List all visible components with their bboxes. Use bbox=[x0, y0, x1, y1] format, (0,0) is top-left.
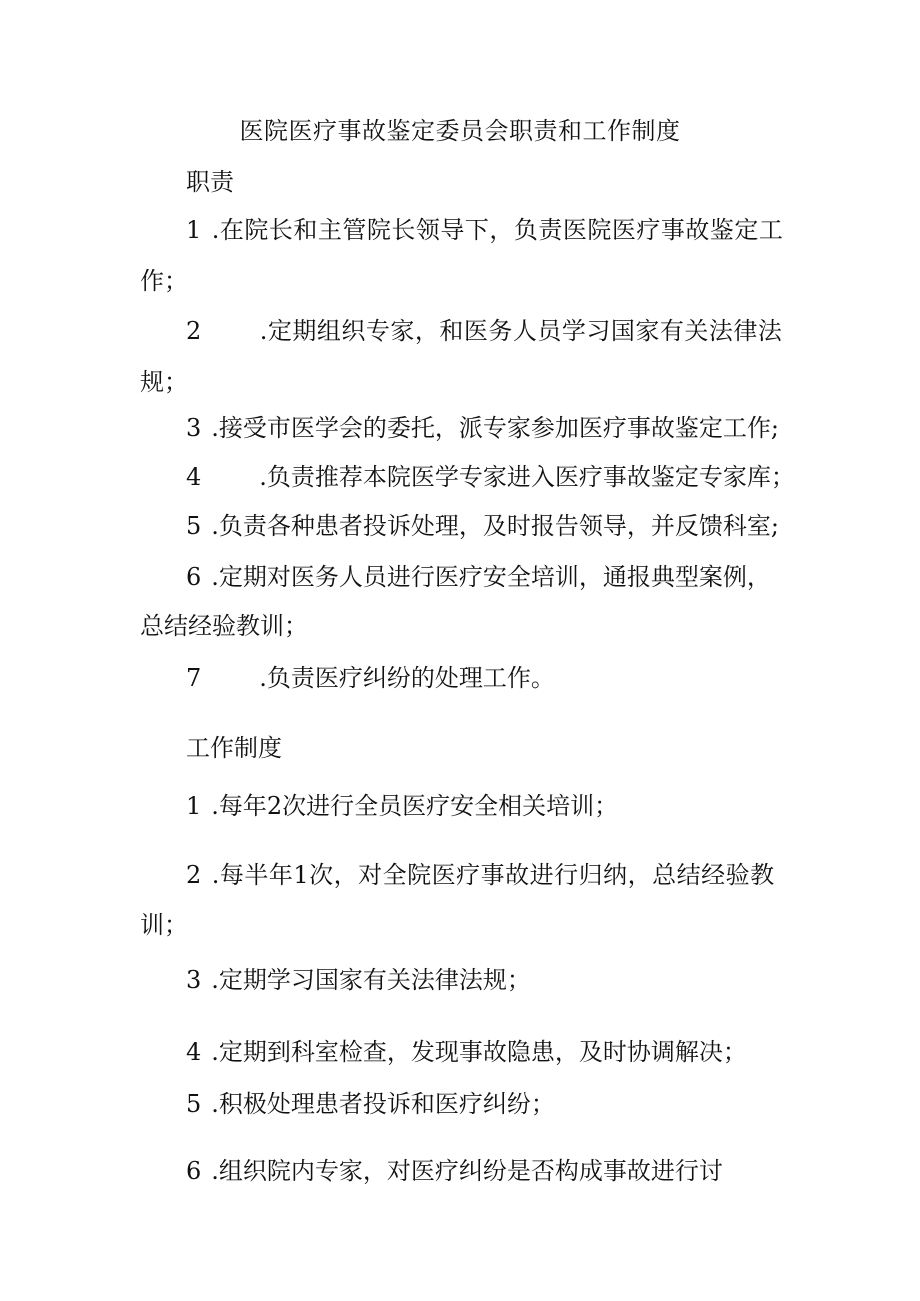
rule-item-number: 2 bbox=[186, 861, 202, 889]
duty-item-number: 7 bbox=[186, 664, 202, 692]
duty-item-text: .负责医疗纠纷的处理工作。 bbox=[259, 664, 555, 692]
rule-item-5 bbox=[186, 1087, 800, 1121]
duty-item-number: 5 bbox=[186, 512, 202, 540]
rule-item-1 bbox=[186, 789, 800, 823]
duty-item-number: 3 bbox=[186, 414, 202, 442]
rule-item-number: 3 bbox=[186, 966, 202, 994]
duty-item-text: .定期组织专家，和医务人员学习国家有关法律法 bbox=[259, 317, 783, 345]
document-title: 医院医疗事故鉴定委员会职责和工作制度 bbox=[239, 117, 681, 145]
duty-item-number: 4 bbox=[186, 463, 202, 491]
rule-item-3 bbox=[186, 963, 800, 997]
rule-item-text: .每半年1次，对全院医疗事故进行归纳，总结经验教 bbox=[211, 861, 775, 889]
rule-item-2 bbox=[186, 858, 800, 892]
duty-item-text: .在院长和主管院长领导下，负责医院医疗事故鉴定工 bbox=[211, 216, 784, 244]
duty-item-text: .负责推荐本院医学专家进入医疗事故鉴定专家库； bbox=[259, 463, 795, 491]
duty-item-number: 1 bbox=[186, 216, 202, 244]
duty-item-text: .负责各种患者投诉处理，及时报告领导，并反馈科室; bbox=[211, 512, 779, 540]
duty-item-text: .定期对医务人员进行医疗安全培训，通报典型案例， bbox=[211, 563, 771, 591]
rules-heading: 工作制度 bbox=[186, 734, 282, 762]
duty-item-text: .接受市医学会的委托，派专家参加医疗事故鉴定工作; bbox=[211, 414, 779, 442]
rule-item-text: .每年2次进行全员医疗安全相关培训； bbox=[211, 792, 619, 820]
duty-item-7 bbox=[186, 661, 800, 695]
duty-item-number: 2 bbox=[186, 317, 202, 345]
duty-item-4 bbox=[186, 460, 800, 494]
rule-item-6 bbox=[186, 1154, 800, 1188]
rule-item-text: .组织院内专家，对医疗纠纷是否构成事故进行讨 bbox=[211, 1157, 723, 1185]
rule-item-4 bbox=[186, 1035, 800, 1069]
duty-item-2 bbox=[186, 314, 800, 348]
rule-item-text: .定期到科室检查，发现事故隐患，及时协调解决； bbox=[211, 1038, 747, 1066]
rule-item-number: 4 bbox=[186, 1038, 202, 1066]
rule-item-number: 5 bbox=[186, 1090, 202, 1118]
duties-heading: 职责 bbox=[186, 168, 234, 196]
duty-item-3 bbox=[186, 411, 800, 445]
rule-item-number: 1 bbox=[186, 792, 202, 820]
duty-item-2-continuation: 规； bbox=[140, 368, 188, 396]
duty-item-6-continuation: 总结经验教训； bbox=[140, 612, 308, 640]
rule-item-2-continuation: 训； bbox=[140, 911, 188, 939]
duty-item-1 bbox=[186, 213, 800, 247]
duty-item-1-continuation: 作； bbox=[140, 267, 188, 295]
duty-item-number: 6 bbox=[186, 563, 202, 591]
duty-item-5 bbox=[186, 509, 800, 543]
rule-item-text: .定期学习国家有关法律法规； bbox=[211, 966, 531, 994]
rule-item-number: 6 bbox=[186, 1157, 202, 1185]
duty-item-6 bbox=[186, 560, 800, 594]
rule-item-text: .积极处理患者投诉和医疗纠纷； bbox=[211, 1090, 555, 1118]
